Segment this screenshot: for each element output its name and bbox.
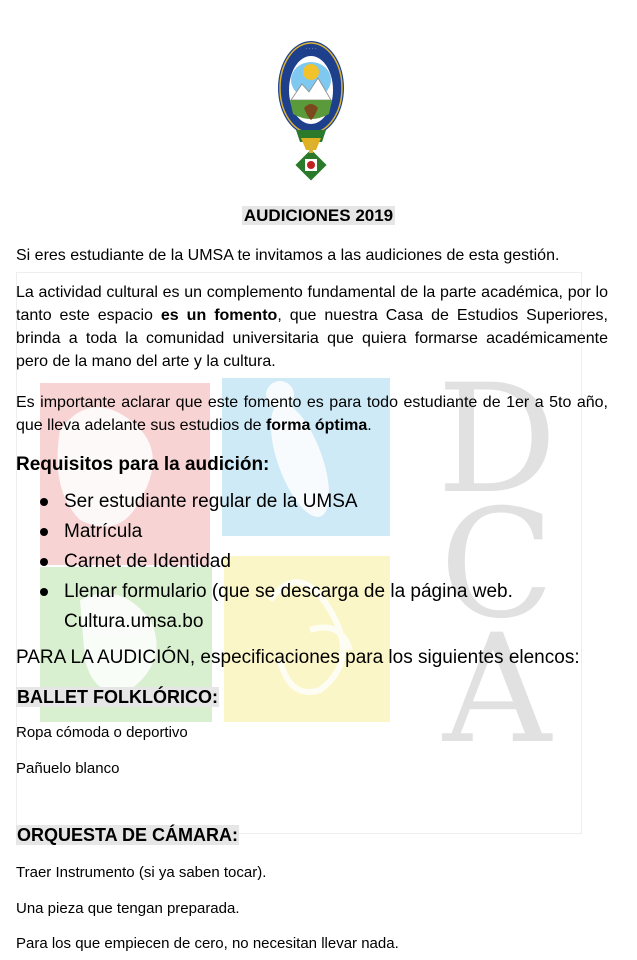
list-item: Matrícula: [20, 517, 580, 547]
ballet-item-ropa: Ropa cómoda o deportivo: [16, 724, 188, 741]
bullet-icon: [40, 558, 48, 566]
list-item: Ser estudiante regular de la UMSA: [20, 487, 580, 517]
orquesta-item-cero: Para los que empiecen de cero, no necesitan llevar nada.: [16, 935, 399, 952]
paragraph-cultural-activity: La actividad cultural es un complemento fundamental de la parte académica, por lo tanto este espacio es un fomento, que nuestra Casa de Estudios Superiores, brinda a toda la comunidad universitaria que quiera formarse académicamente pero de la mano del arte y la cultura.: [16, 284, 609, 370]
bullet-icon: [40, 528, 48, 536]
ballet-heading: BALLET FOLKLÓRICO:: [17, 687, 218, 707]
list-item: Carnet de Identidad: [20, 547, 580, 577]
list-item: Llenar formulario (que se descarga de la página web. Cultura.umsa.bo: [20, 577, 580, 637]
watermark-letter-d: D: [436, 353, 558, 527]
orquesta-item-instrumento: Traer Instrumento (si ya saben tocar).: [16, 864, 267, 881]
requirements-list: [20, 478, 580, 652]
watermark-letter-a: A: [442, 603, 552, 777]
university-seal-icon: [276, 38, 346, 188]
ballet-item-panuelo: Pañuelo blanco: [16, 760, 120, 777]
bullet-icon: [40, 498, 48, 506]
paragraph-clarification: Es importante aclarar que este fomento es para todo estudiante de 1er a 5to año, que lleva adelante sus estudios de forma óptima.: [16, 394, 608, 434]
orquesta-heading: ORQUESTA DE CÁMARA:: [17, 825, 238, 845]
orquesta-item-pieza: Una pieza que tengan preparada.: [16, 900, 240, 917]
bold-es-un-fomento: es un fomento: [160, 307, 278, 324]
intro-text: Si eres estudiante de la UMSA te invitamos a las audiciones de esta gestión.: [16, 247, 560, 264]
watermark-letter-c: C: [439, 478, 555, 652]
requirements-heading: Requisitos para la audición:: [16, 454, 270, 475]
bold-forma-optima: forma óptima: [265, 417, 368, 434]
audition-intro: PARA LA AUDICIÓN, especificaciones para los siguientes elencos:: [16, 647, 580, 668]
svg-text:· · · ·: · · · ·: [305, 46, 317, 52]
bullet-icon: [40, 588, 48, 596]
page-title: AUDICIONES 2019: [243, 206, 394, 225]
